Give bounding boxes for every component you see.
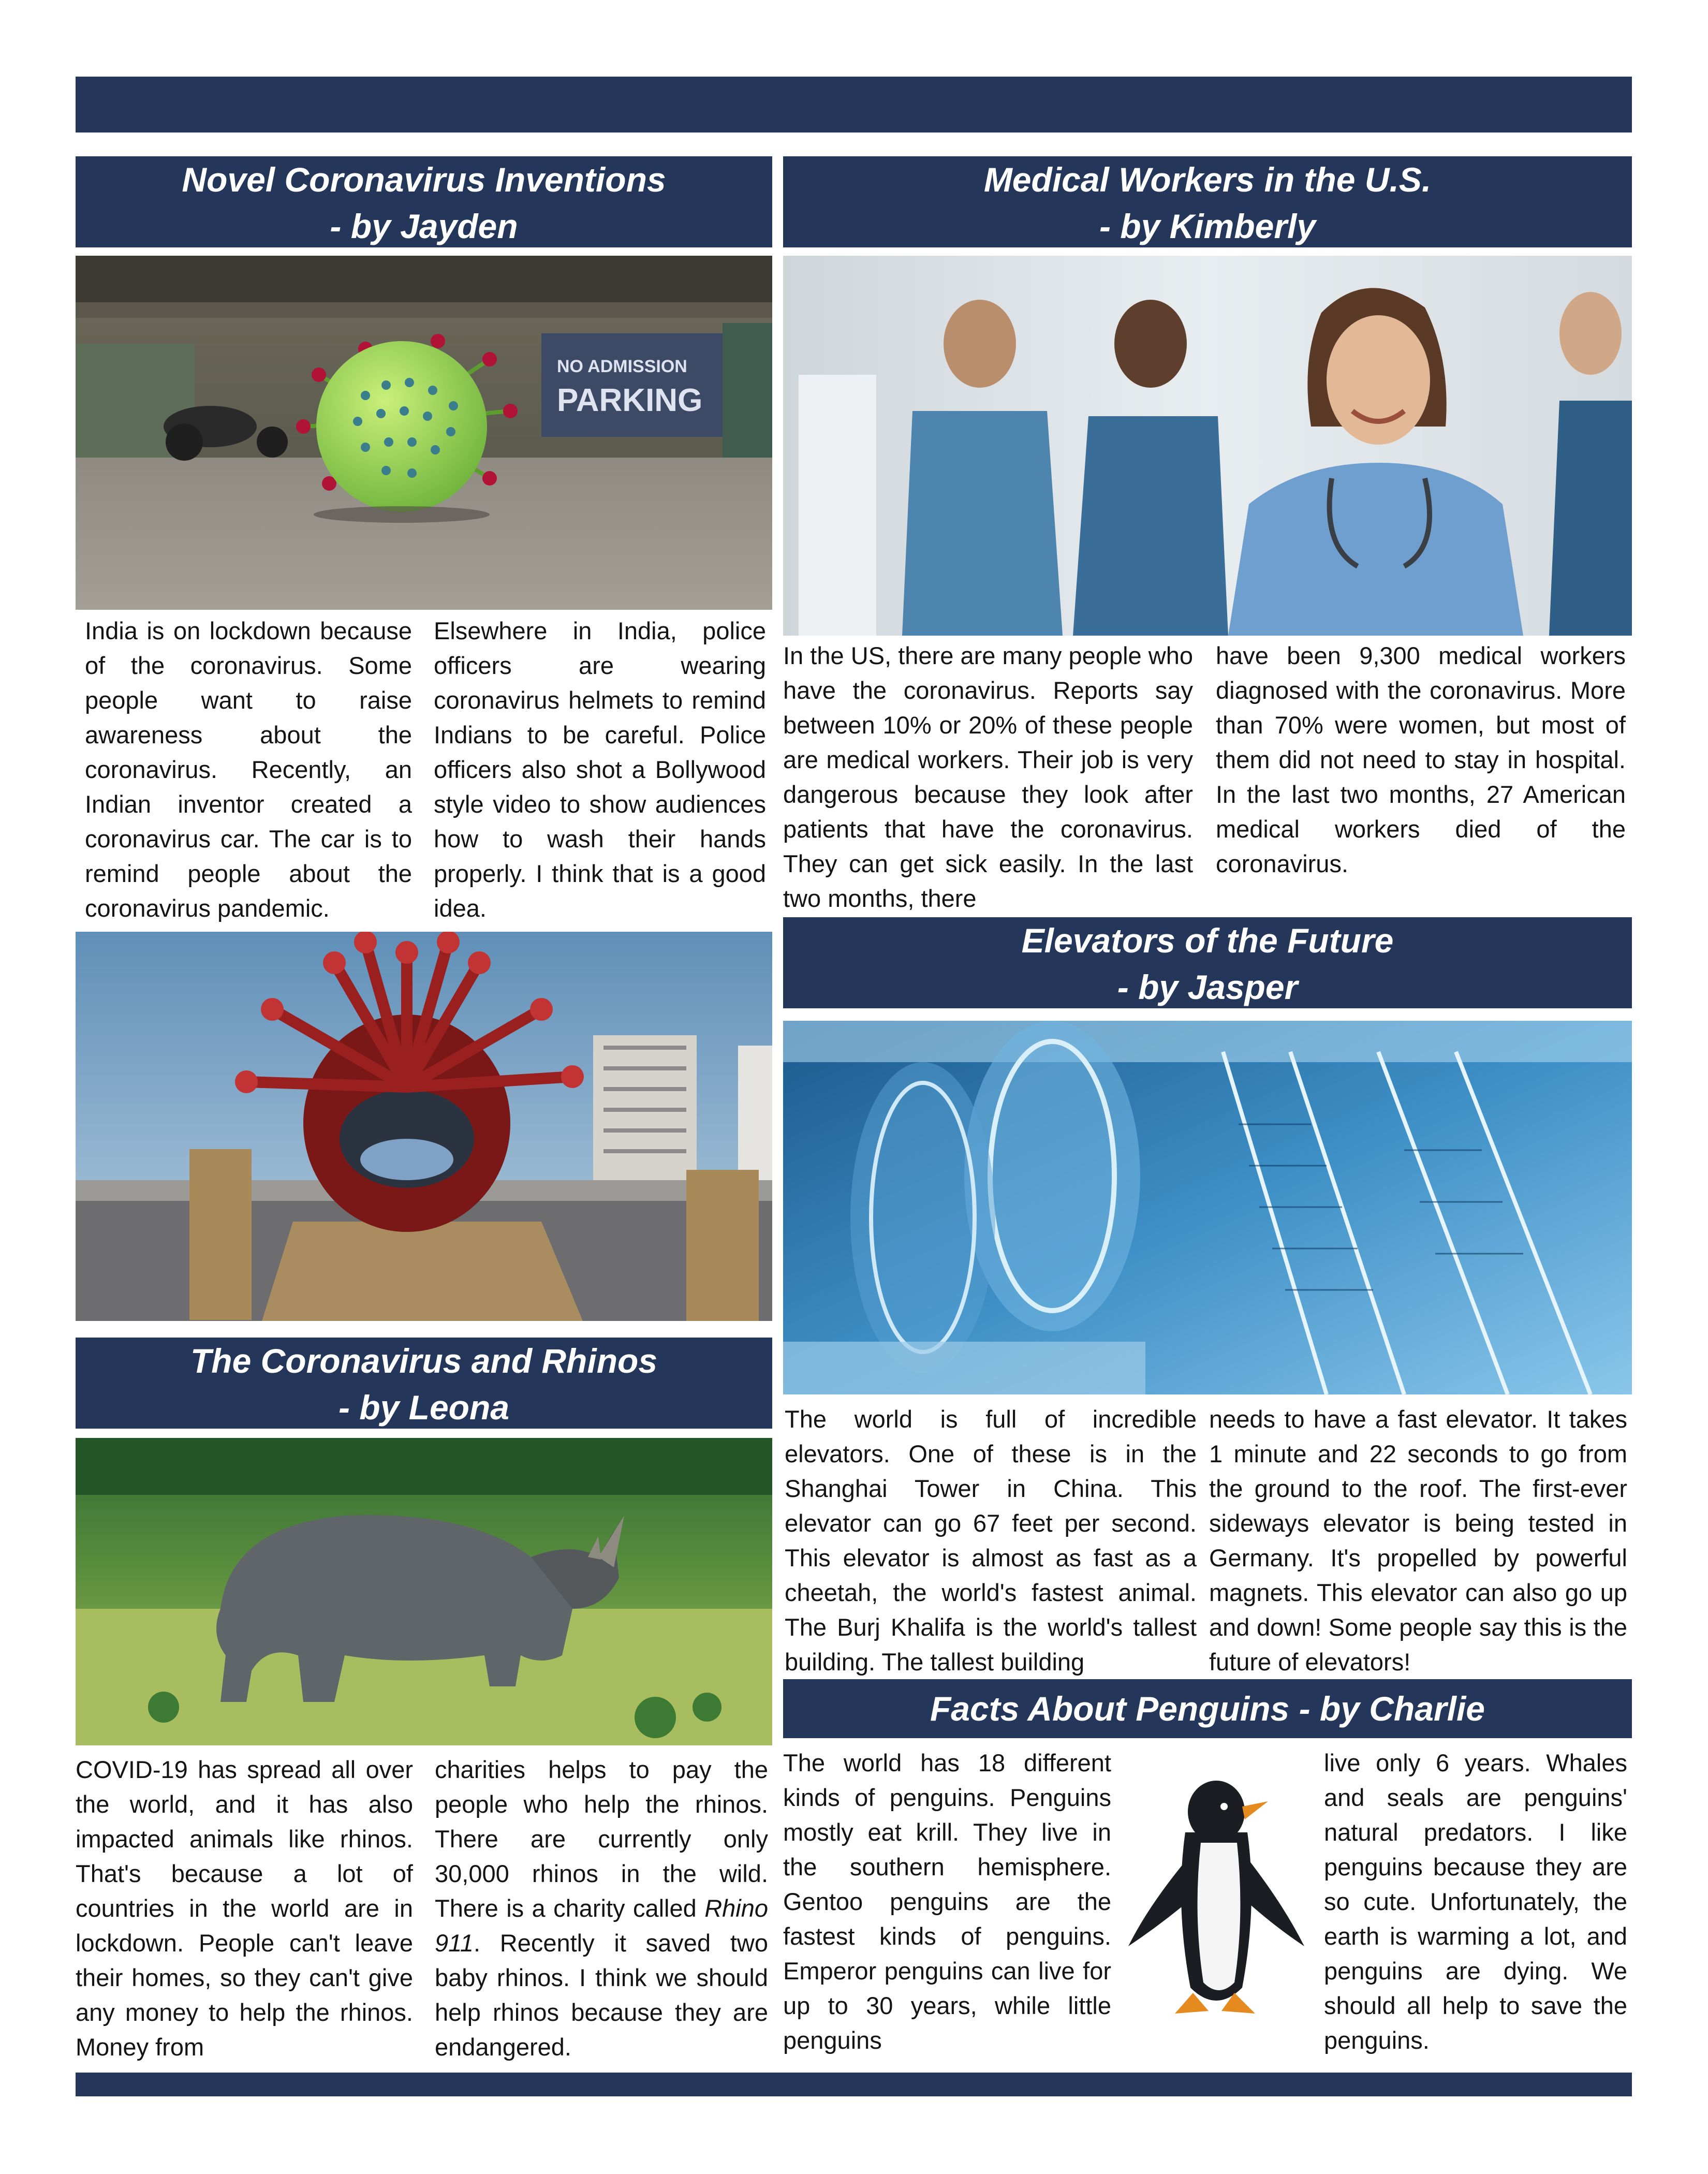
penguins-text-1: The world has 18 different kinds of penguins. Penguins mostly eat krill. They live in the southern hemisphere. Gentoo penguins are the fastest kinds of penguins. Emperor penguins can live for up to 30 years, while little penguins [783, 1749, 1111, 2054]
elevators-byline: - by Jasper [1117, 968, 1298, 1006]
elevators-photo [783, 1021, 1632, 1394]
police-helmet-photo [76, 932, 772, 1321]
inventions-column-1 [85, 613, 412, 926]
medical-byline: - by Kimberly [1099, 207, 1316, 245]
penguin-photo [1118, 1770, 1309, 2029]
medical-column-2 [1216, 638, 1626, 881]
medical-workers-photo [783, 256, 1632, 636]
inventions-byline: - by Jayden [330, 207, 518, 245]
rhinos-text-2a: charities helps to pay the people who help the rhinos. There are currently only 30,000 rhinos in the wild. There is a charity called [435, 1756, 768, 1922]
photo1-sign-line1: NO ADMISSION [557, 357, 687, 376]
rhinos-header [76, 1338, 772, 1429]
rhinos-column-2 [435, 1752, 768, 2064]
rhinos-text-1: COVID-19 has spread all over the world, and it has also impacted animals like rhinos. That's because a lot of countries in the world are in lockdown. People can't leave their homes, so they can't give any money to help the rhinos. Money from [76, 1756, 413, 2061]
elevators-column-2 [1209, 1402, 1627, 1679]
inventions-text-1: India is on lockdown because of the coronavirus. Some people want to raise awareness about the coronavirus. Recently, an Indian inventor created a coronavirus car. The car is to remind people about the coronavirus pandemic. [85, 617, 412, 922]
rhinos-column-1 [76, 1752, 413, 2064]
rhinos-title: The Coronavirus and Rhinos [190, 1342, 658, 1380]
medical-header [783, 156, 1632, 247]
rhino-911-name: Rhino 911 [435, 1894, 768, 1957]
penguins-header [783, 1679, 1632, 1738]
rhinos-text-2b: . Recently it saved two baby rhinos. I think we should help rhinos because they are endangered. [435, 1929, 768, 2061]
rhino-photo [76, 1438, 772, 1745]
penguins-column-1 [783, 1745, 1111, 2058]
penguins-column-2 [1324, 1745, 1627, 2058]
elevators-text-1: The world is full of incredible elevators. One of these is in the Shanghai Tower in China. This elevator can go 67 feet per second. This elevator is almost as fast as a cheetah, the world's fastest animal. The Burj Khalifa is the world's tallest building. The tallest building [785, 1405, 1197, 1676]
bottom-banner-bar [76, 2073, 1632, 2096]
photo1-sign-line2: PARKING [557, 383, 703, 418]
elevators-text-2: needs to have a fast elevator. It takes 1 minute and 22 seconds to go from the ground to the roof. The first-ever sideways elevator is being tested in Germany. It's propelled by powerful magnets. This elevator can also go up and down! Some people say this is the future of elevators! [1209, 1405, 1627, 1676]
inventions-title: Novel Coronavirus Inventions [182, 160, 666, 199]
top-banner-bar [76, 77, 1632, 133]
inventions-text-2: Elsewhere in India, police officers are wearing coronavirus helmets to remind Indians to be careful. Police officers also shot a Bollywood style video to show audiences how to wash their hands properly. I think that is a good idea. [434, 617, 766, 922]
medical-text-1: In the US, there are many people who have the coronavirus. Reports say between 10% or 20% of these people are medical workers. Their job is very dangerous because they look after patients that have the coronavirus. They can get sick easily. In the last two months, there [783, 642, 1193, 912]
coronavirus-car-photo [76, 256, 772, 610]
medical-title: Medical Workers in the U.S. [983, 160, 1432, 199]
medical-text-2: have been 9,300 medical workers diagnosed with the coronavirus. More than 70% were women, but most of them did not need to stay in hospital. In the last two months, 27 American medical workers died of the coronavirus. [1216, 642, 1626, 877]
rhinos-text-2 [435, 1752, 768, 2064]
penguins-title: Facts About Penguins - by Charlie [930, 1690, 1485, 1728]
medical-column-1 [783, 638, 1193, 916]
rhinos-byline: - by Leona [338, 1388, 510, 1427]
elevators-column-1 [785, 1402, 1197, 1679]
elevators-header [783, 917, 1632, 1008]
elevators-title: Elevators of the Future [1021, 921, 1394, 960]
inventions-header [76, 156, 772, 247]
inventions-column-2 [434, 613, 766, 926]
penguins-text-2: live only 6 years. Whales and seals are penguins' natural predators. I like penguins because they are so cute. Unfortunately, the earth is warming a lot, and penguins are dying. We should all help to save the penguins. [1324, 1749, 1627, 2054]
